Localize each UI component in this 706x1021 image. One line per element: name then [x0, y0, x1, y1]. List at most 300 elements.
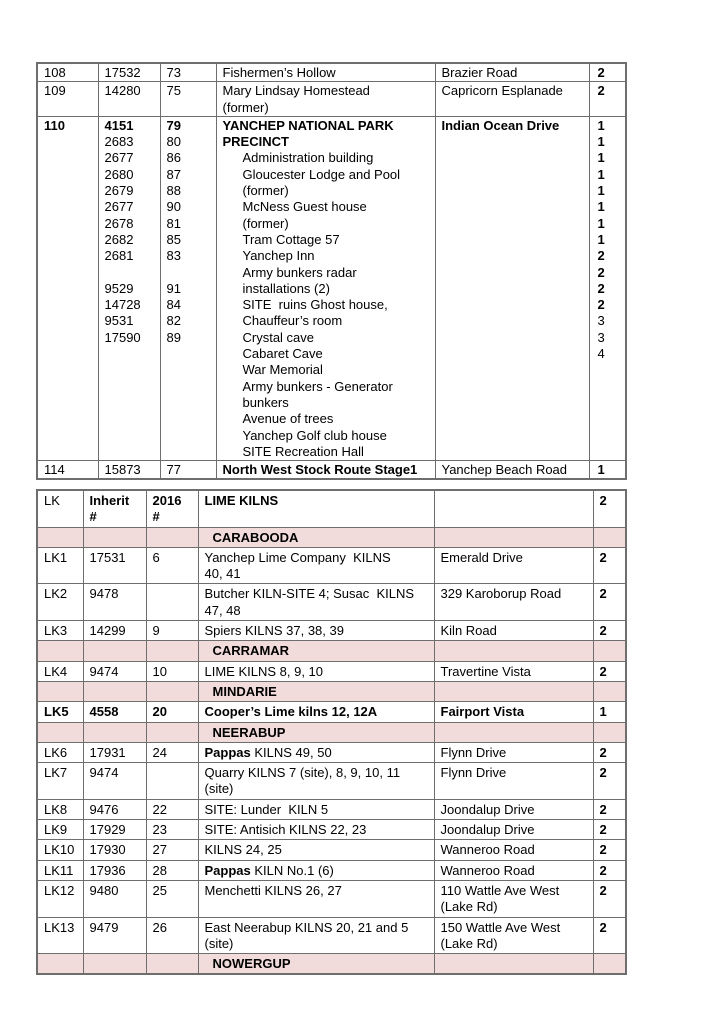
- text-run: 2016 #: [152, 493, 186, 525]
- text-line: [598, 265, 620, 281]
- text-line: [90, 765, 140, 781]
- text-line: [44, 623, 77, 639]
- text-line: [600, 586, 620, 602]
- text-line: [600, 550, 620, 566]
- text-line: [441, 920, 587, 936]
- text-run: 26: [152, 919, 167, 935]
- cell-address: [435, 82, 589, 117]
- cell-2016-no: [160, 116, 216, 460]
- text-line: [44, 462, 92, 478]
- text-run: 2682: [104, 231, 134, 247]
- text-run: 2: [599, 493, 607, 508]
- text-run: 4151: [104, 117, 134, 133]
- cell-grade: [593, 547, 626, 584]
- text-line: [153, 920, 192, 936]
- text-run: Avenue of trees: [242, 411, 334, 427]
- cell-place-no: [37, 63, 98, 82]
- text-run: 110: [44, 117, 65, 133]
- text-run: 1: [597, 215, 605, 231]
- text-run: 2: [599, 765, 607, 781]
- locality-section-empty-cell: [146, 527, 198, 547]
- text-line: [598, 232, 620, 248]
- text-line: [600, 530, 620, 546]
- text-run: LK11: [44, 862, 74, 878]
- cell-inherit-no: [83, 702, 146, 722]
- text-run: Pappas: [204, 744, 251, 760]
- text-run: 2679: [104, 183, 134, 199]
- table-row: [37, 820, 626, 840]
- text-line: [441, 936, 587, 952]
- table-row: [37, 799, 626, 819]
- cell-2016-no: [146, 820, 198, 840]
- text-line: [205, 863, 428, 879]
- cell-address: [434, 820, 593, 840]
- text-run: Gloucester Lodge and Pool: [242, 166, 401, 182]
- table-row: [37, 742, 626, 762]
- text-run: Yanchep Golf club house: [242, 427, 387, 443]
- table-row: [37, 116, 626, 460]
- text-run: Menchetti KILNS 26, 27: [204, 882, 342, 898]
- text-line: [223, 379, 429, 395]
- text-run: LK4: [44, 663, 68, 679]
- cell-grade: [593, 820, 626, 840]
- locality-section-row: [37, 722, 626, 742]
- text-line: [598, 134, 620, 150]
- text-run: 91: [166, 280, 181, 296]
- cell-address: [434, 840, 593, 860]
- text-line: [223, 199, 429, 215]
- text-line: [205, 725, 428, 741]
- cell-name: [216, 116, 435, 460]
- table-row: [37, 880, 626, 917]
- cell-name: [198, 621, 434, 641]
- table-row: [37, 763, 626, 800]
- text-run: LK7: [44, 765, 68, 781]
- text-run: 14728: [104, 297, 141, 313]
- text-run: 85: [166, 231, 181, 247]
- text-line: [598, 167, 620, 183]
- text-run: 80: [166, 134, 181, 150]
- locality-section-empty-cell: [83, 527, 146, 547]
- text-run: 2: [597, 248, 605, 264]
- locality-section-empty-cell: [593, 954, 626, 975]
- text-line: [105, 134, 154, 150]
- text-line: [44, 765, 77, 781]
- cell-2016-no: [146, 661, 198, 681]
- text-line: [223, 330, 429, 346]
- text-run: (site): [204, 935, 234, 951]
- cell-place-no: [37, 621, 83, 641]
- text-run: Joondalup Drive: [440, 822, 535, 838]
- cell-inherit-no: [98, 82, 160, 117]
- text-run: Yanchep Inn: [242, 248, 315, 264]
- text-line: [441, 899, 587, 915]
- text-line: [153, 822, 192, 838]
- text-run: SITE: Antisich KILNS 22, 23: [204, 822, 367, 838]
- text-line: [90, 802, 140, 818]
- text-line: [90, 822, 140, 838]
- text-line: [223, 462, 429, 478]
- text-line: [105, 118, 154, 134]
- text-line: [600, 822, 620, 838]
- text-run: 73: [166, 65, 181, 80]
- text-line: [153, 765, 192, 781]
- text-run: Cooper’s Lime kilns 12, 12A: [204, 704, 378, 720]
- text-run: 2681: [104, 248, 134, 264]
- cell-inherit-no: [83, 742, 146, 762]
- text-line: [167, 150, 210, 166]
- text-run: Cabaret Cave: [242, 346, 323, 362]
- text-line: [598, 346, 620, 362]
- text-run: 14299: [89, 623, 126, 639]
- cell-place-no: [37, 799, 83, 819]
- locality-section-empty-cell: [434, 954, 593, 975]
- text-run: Indian Ocean Drive: [441, 117, 560, 133]
- text-run: 150 Wattle Ave West: [440, 919, 561, 935]
- cell-name: [198, 917, 434, 954]
- text-run: KILNS 49, 50: [250, 744, 332, 760]
- table-header-row: [37, 490, 626, 527]
- text-run: SITE Recreation Hall: [242, 443, 364, 459]
- text-run: East Neerabup KILNS 20, 21 and 5: [204, 919, 409, 935]
- text-line: [90, 842, 140, 858]
- table-row: [37, 63, 626, 82]
- table-row: [37, 461, 626, 480]
- cell-grade: [589, 461, 626, 480]
- text-line: [90, 684, 140, 700]
- text-line: [441, 956, 587, 972]
- text-run: Kiln Road: [440, 623, 497, 639]
- table-row: [37, 547, 626, 584]
- text-line: [153, 550, 192, 566]
- cell-inherit-no: [83, 584, 146, 621]
- text-line: [205, 643, 428, 659]
- text-line: [223, 346, 429, 362]
- text-line: [598, 462, 620, 478]
- text-line: [167, 167, 210, 183]
- cell-name: [198, 820, 434, 840]
- text-run: Administration building: [242, 150, 374, 166]
- text-run: 27: [152, 842, 167, 858]
- cell-2016-no: [146, 584, 198, 621]
- text-line: [105, 281, 154, 297]
- text-run: 82: [166, 313, 181, 329]
- cell-grade: [593, 490, 626, 527]
- text-run: 17929: [89, 822, 126, 838]
- text-run: 20: [152, 704, 167, 720]
- locality-section-empty-cell: [434, 527, 593, 547]
- text-run: LK13: [44, 919, 75, 935]
- text-run: LK5: [44, 704, 69, 720]
- text-line: [598, 183, 620, 199]
- text-line: [90, 920, 140, 936]
- locality-section-row: [37, 954, 626, 975]
- cell-address: [434, 917, 593, 954]
- text-line: [90, 623, 140, 639]
- text-line: [600, 664, 620, 680]
- text-line: [223, 100, 429, 116]
- text-run: Wanneroo Road: [440, 842, 535, 858]
- text-run: 1: [599, 704, 607, 720]
- cell-address: [434, 860, 593, 880]
- text-run: 2: [599, 623, 607, 639]
- text-line: [223, 232, 429, 248]
- text-line: [90, 863, 140, 879]
- text-run: KILNS 24, 25: [204, 842, 282, 858]
- locality-section-empty-cell: [593, 527, 626, 547]
- text-run: 329 Karoborup Road: [440, 586, 562, 602]
- text-run: Travertine Vista: [440, 663, 531, 679]
- text-run: 87: [166, 166, 181, 182]
- text-line: [44, 530, 77, 546]
- locality-section-row: [37, 681, 626, 701]
- text-line: [153, 623, 192, 639]
- cell-name: [216, 82, 435, 117]
- text-line: [90, 643, 140, 659]
- text-run: (site): [204, 781, 234, 797]
- text-line: [598, 118, 620, 134]
- text-run: 2: [599, 842, 607, 858]
- text-line: [205, 920, 428, 936]
- text-line: [441, 745, 587, 761]
- text-line: [44, 643, 77, 659]
- text-run: PRECINCT: [222, 134, 289, 150]
- text-run: 1: [597, 166, 605, 182]
- text-line: [598, 281, 620, 297]
- text-run: 110 Wattle Ave West: [440, 882, 560, 898]
- text-run: LK1: [44, 549, 68, 565]
- text-run: 9474: [89, 663, 119, 679]
- locality-section-empty-cell: [37, 641, 83, 661]
- table-row: [37, 661, 626, 681]
- text-line: [598, 150, 620, 166]
- text-run: 4558: [89, 704, 119, 720]
- text-run: 114: [44, 462, 65, 478]
- text-line: [441, 802, 587, 818]
- text-line: [167, 183, 210, 199]
- cell-name: [198, 860, 434, 880]
- text-line: [90, 725, 140, 741]
- text-run: 22: [152, 801, 167, 817]
- text-run: 90: [166, 199, 181, 215]
- text-run: 2: [597, 297, 605, 313]
- text-run: (former): [242, 183, 289, 199]
- table-row: [37, 82, 626, 117]
- text-run: McNess Guest house: [242, 199, 367, 215]
- text-line: [44, 83, 92, 99]
- text-line: [600, 704, 620, 720]
- text-line: [105, 183, 154, 199]
- locality-section-empty-cell: [434, 681, 593, 701]
- text-line: [167, 83, 210, 99]
- cell-place-no: [37, 763, 83, 800]
- text-run: Yanchep Lime Company KILNS: [204, 549, 391, 565]
- text-run: Flynn Drive: [440, 744, 507, 760]
- text-run: 17590: [104, 329, 141, 345]
- text-line: [90, 664, 140, 680]
- text-line: [598, 199, 620, 215]
- cell-grade: [593, 840, 626, 860]
- cell-place-no: [37, 742, 83, 762]
- text-run: LK6: [44, 744, 68, 760]
- text-line: [167, 248, 210, 264]
- text-run: 17531: [89, 549, 126, 565]
- text-line: [441, 493, 587, 509]
- locality-section-empty-cell: [593, 722, 626, 742]
- cell-place-no: [37, 880, 83, 917]
- text-run: 1: [597, 134, 605, 150]
- text-run: 24: [152, 744, 167, 760]
- text-run: 109: [44, 83, 66, 99]
- text-line: [441, 643, 587, 659]
- text-line: [105, 313, 154, 329]
- text-line: [205, 550, 428, 566]
- text-run: Flynn Drive: [440, 765, 507, 781]
- text-line: [153, 493, 192, 526]
- text-run: Crystal cave: [242, 329, 315, 345]
- cell-2016-no: [146, 547, 198, 584]
- text-run: LIME KILNS: [204, 493, 279, 508]
- text-run: 2: [599, 663, 607, 679]
- text-line: [223, 395, 429, 411]
- text-line: [598, 297, 620, 313]
- text-line: [600, 842, 620, 858]
- text-run: 6: [152, 549, 160, 565]
- text-line: [90, 956, 140, 972]
- text-run: 17930: [89, 842, 126, 858]
- text-line: [598, 330, 620, 346]
- text-run: 23: [152, 822, 167, 838]
- text-line: [153, 883, 192, 899]
- text-line: [167, 313, 210, 329]
- cell-grade: [593, 621, 626, 641]
- text-line: [167, 462, 210, 478]
- text-run: (Lake Rd): [440, 899, 498, 915]
- text-run: SITE: Lunder KILN 5: [204, 801, 329, 817]
- locality-section-empty-cell: [593, 641, 626, 661]
- text-run: KILN No.1 (6): [250, 862, 334, 878]
- text-line: [442, 65, 583, 81]
- text-run: 9: [152, 623, 160, 639]
- text-line: [167, 265, 210, 281]
- cell-2016-no: [146, 917, 198, 954]
- cell-name: [198, 799, 434, 819]
- text-line: [223, 313, 429, 329]
- cell-inherit-no: [83, 799, 146, 819]
- text-line: [600, 802, 620, 818]
- text-line: [153, 704, 192, 720]
- text-run: Army bunkers - Generator: [242, 378, 393, 394]
- text-run: 28: [152, 862, 167, 878]
- heritage-places-table-body: [37, 63, 626, 479]
- cell-grade: [589, 82, 626, 117]
- text-run: 17532: [104, 65, 141, 80]
- locality-section-empty-cell: [37, 722, 83, 742]
- lime-kilns-table: [36, 489, 627, 975]
- cell-place-no: [37, 840, 83, 860]
- text-line: [223, 411, 429, 427]
- text-line: [205, 883, 428, 899]
- text-line: [223, 428, 429, 444]
- cell-inherit-no: [83, 490, 146, 527]
- cell-address: [434, 584, 593, 621]
- text-run: 84: [166, 297, 181, 313]
- cell-address: [434, 547, 593, 584]
- text-run: 4: [597, 346, 605, 362]
- text-line: [600, 920, 620, 936]
- text-run: 2: [597, 83, 605, 99]
- text-line: [223, 265, 429, 281]
- cell-grade: [593, 917, 626, 954]
- cell-grade: [589, 63, 626, 82]
- cell-address: [434, 621, 593, 641]
- text-line: [205, 684, 428, 700]
- locality-section-empty-cell: [37, 954, 83, 975]
- text-run: 9480: [89, 882, 119, 898]
- text-line: [167, 281, 210, 297]
- text-line: [600, 643, 620, 659]
- text-run: 89: [166, 329, 181, 345]
- text-run: LK: [44, 493, 60, 508]
- text-line: [223, 281, 429, 297]
- text-run: 1: [597, 231, 605, 247]
- cell-place-no: [37, 860, 83, 880]
- text-line: [153, 684, 192, 700]
- text-run: Wanneroo Road: [440, 862, 535, 878]
- cell-grade: [593, 799, 626, 819]
- table-row: [37, 584, 626, 621]
- text-run: 81: [166, 215, 181, 231]
- text-line: [153, 956, 192, 972]
- cell-grade: [593, 742, 626, 762]
- cell-inherit-no: [83, 547, 146, 584]
- text-line: [600, 883, 620, 899]
- cell-grade: [593, 880, 626, 917]
- text-run: 1: [597, 150, 605, 166]
- text-line: [90, 493, 140, 526]
- text-line: [441, 586, 587, 602]
- text-line: [442, 83, 583, 99]
- text-line: [105, 297, 154, 313]
- text-run: LK12: [44, 882, 75, 898]
- text-line: [153, 643, 192, 659]
- text-line: [223, 362, 429, 378]
- text-line: [105, 216, 154, 232]
- text-run: 2683: [104, 134, 134, 150]
- text-line: [223, 297, 429, 313]
- text-line: [44, 842, 77, 858]
- text-run: (former): [242, 215, 289, 231]
- text-run: Brazier Road: [441, 65, 518, 80]
- cell-2016-no: [160, 461, 216, 480]
- text-line: [205, 745, 428, 761]
- text-line: [600, 623, 620, 639]
- cell-2016-no: [146, 840, 198, 860]
- locality-section-empty-cell: [434, 641, 593, 661]
- text-line: [90, 530, 140, 546]
- text-line: [44, 493, 77, 509]
- text-run: War Memorial: [242, 362, 323, 378]
- text-line: [153, 745, 192, 761]
- text-run: CARRAMAR: [212, 643, 290, 659]
- text-line: [90, 704, 140, 720]
- text-run: 3: [597, 313, 605, 329]
- cell-grade: [593, 584, 626, 621]
- text-run: LK8: [44, 801, 68, 817]
- text-run: 2678: [104, 215, 134, 231]
- text-run: 3: [597, 329, 605, 345]
- cell-name: [216, 461, 435, 480]
